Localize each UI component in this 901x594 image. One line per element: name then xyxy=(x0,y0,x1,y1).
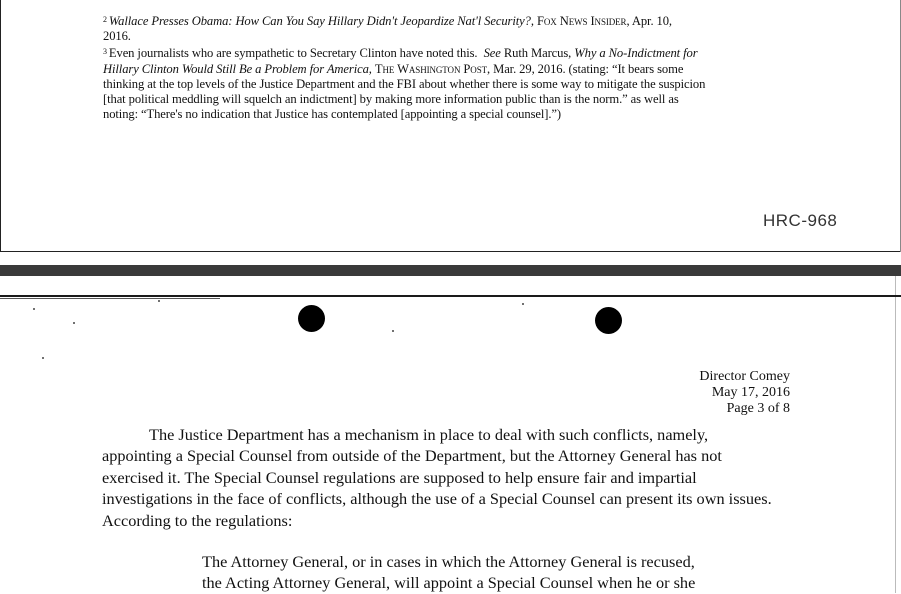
footnote-date: , Apr. 10, xyxy=(626,14,672,28)
scan-speck xyxy=(73,322,75,324)
letter-date: May 17, 2016 xyxy=(711,385,790,400)
footnote-text: thinking at the top levels of the Justice Department and the FBI about whether there is some way to mitigate the suspicion xyxy=(103,76,706,91)
page-edge xyxy=(895,276,896,593)
paragraph-line: investigations in the face of conflicts, although the use of a Special Counsel can present its own issues. xyxy=(102,489,772,509)
footnote-signal: See xyxy=(483,46,501,61)
paragraph-line: According to the regulations: xyxy=(102,510,293,530)
hole-punch-mark xyxy=(298,305,325,332)
scan-edge-line xyxy=(0,298,220,299)
footnote-source: The Washington Post xyxy=(374,61,487,76)
footnote-title: Hillary Clinton Would Still Be a Problem for America, xyxy=(103,61,372,76)
previous-page xyxy=(0,0,901,252)
page-header xyxy=(699,369,790,417)
footnote-author: Ruth Marcus, xyxy=(503,46,572,61)
footnote-date-year: 2016. xyxy=(103,29,131,44)
page-number: Page 3 of 8 xyxy=(726,401,790,416)
bates-number: HRC-968 xyxy=(763,211,838,230)
footnote-text: Even journalists who are sympathetic to Secretary Clinton have noted this. xyxy=(108,46,478,61)
footnote-3 xyxy=(103,44,803,122)
paragraph-line: exercised it. The Special Counsel regulations are supposed to help ensure fair and impartial xyxy=(102,467,697,487)
block-quote xyxy=(202,551,822,594)
recipient: Director Comey xyxy=(699,369,790,384)
quote-line: the Acting Attorney General, will appoint a Special Counsel when he or she xyxy=(202,573,696,593)
footnote-marker: 3 xyxy=(103,47,107,57)
paragraph-line: The Justice Department has a mechanism in place to deal with such conflicts, namely, xyxy=(149,425,709,444)
footnote-text: noting: “There's no indication that Justice has contemplated [appointing a special counsel].”) xyxy=(103,107,561,122)
paragraph-line: appointing a Special Counsel from outside of the Department, but the Attorney General has not xyxy=(102,446,722,466)
footnote-source: Fox News Insider xyxy=(536,14,627,28)
scan-speck xyxy=(33,308,35,310)
footnote-title: Wallace Presses Obama: How Can You Say Hillary Didn't Jeopardize Nat'l Security?, xyxy=(108,14,534,28)
footnote-title: Why a No-Indictment for xyxy=(574,46,698,61)
hole-punch-mark xyxy=(595,307,622,334)
scan-speck xyxy=(522,303,524,305)
footnotes xyxy=(103,12,803,122)
scan-speck xyxy=(158,300,160,302)
body-paragraph xyxy=(102,424,802,531)
page-separator xyxy=(0,265,901,276)
quote-line: The Attorney General, or in cases in which the Attorney General is recused, xyxy=(202,552,695,571)
scan-speck xyxy=(42,357,44,359)
scan-speck xyxy=(392,330,394,332)
scan-edge-line xyxy=(0,295,901,297)
footnote-2 xyxy=(103,12,803,44)
footnote-marker: 2 xyxy=(103,15,107,24)
footnote-text: , Mar. 29, 2016. (stating: “It bears some xyxy=(487,61,684,76)
footnote-text: [that political meddling will squelch an indictment] by making more information public than is the norm.” as well as xyxy=(103,92,679,107)
